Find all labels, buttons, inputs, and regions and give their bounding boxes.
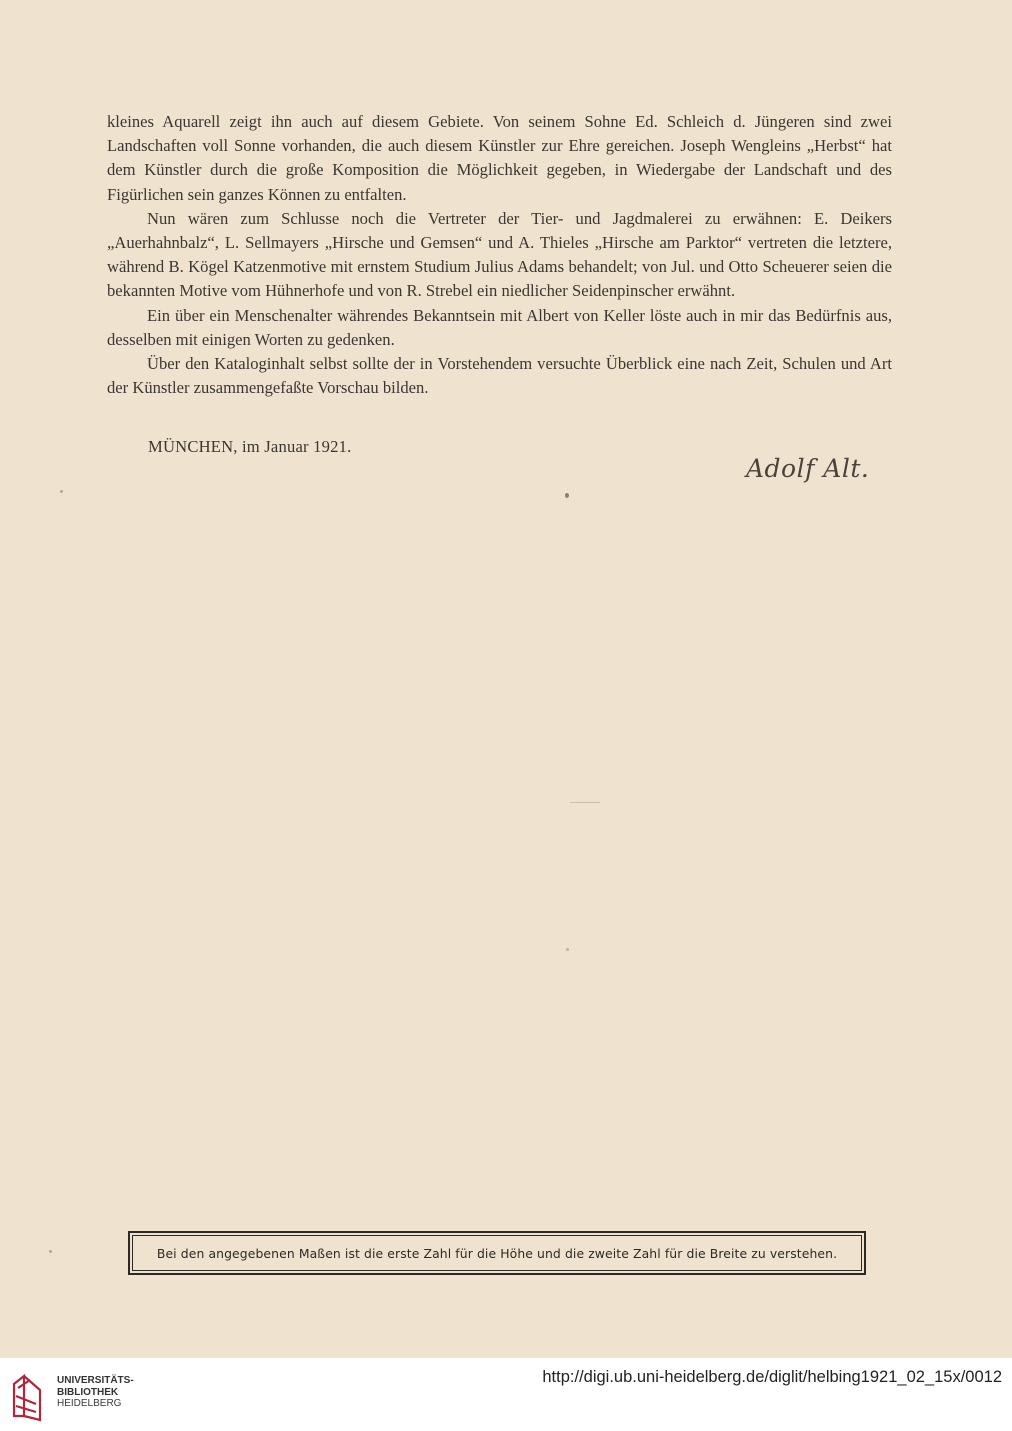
body-text — [107, 110, 892, 400]
paragraph-1: kleines Aquarell zeigt ihn auch auf diesem Gebiete. Von seinem Sohne Ed. Schleich d. Jüngeren sind zwei Landschaften voll Sonne vorhanden, die auch diesem Künstler zur Ehre gereichen. Joseph Wengleins „Herbst“ hat dem Künstler durch die große Komposition die Möglichkeit gegeben, in Wiedergabe der Landschaft und des Figürlichen sein ganzes Können zu entfalten. — [107, 112, 892, 204]
library-line-2: BIBLIOTHEK — [57, 1386, 119, 1398]
footnote-box — [128, 1231, 866, 1275]
ub-heidelberg-logo-icon[interactable] — [10, 1366, 50, 1422]
footer-bar — [0, 1358, 1012, 1431]
scan-speck — [566, 948, 569, 951]
permalink-url[interactable]: http://digi.ub.uni-heidelberg.de/diglit/helbing1921_02_15x/0012 — [542, 1368, 1002, 1386]
scan-speck — [570, 802, 600, 803]
library-line-3: HEIDELBERG — [57, 1398, 122, 1409]
paragraph-4: Über den Kataloginhalt selbst sollte der in Vorstehendem versuchte Überblick eine nach Zeit, Schulen und Art der Künstler zusammengefaßte Vorschau bilden. — [107, 354, 892, 398]
library-name[interactable] — [57, 1375, 134, 1410]
scan-speck — [60, 490, 63, 493]
signature: Adolf Alt. — [746, 454, 870, 483]
library-line-1: UNIVERSITÄTS- — [57, 1375, 134, 1386]
paragraph-3: Ein über ein Menschenalter währendes Bekanntsein mit Albert von Keller löste auch in mir das Bedürfnis aus, desselben mit einigen Worten zu gedenken. — [107, 305, 892, 349]
scan-speck — [565, 493, 569, 498]
footnote-text: Bei den angegebenen Maßen ist die erste Zahl für die Höhe und die zweite Zahl für die Breite zu verstehen. — [156, 1245, 838, 1261]
scan-speck — [49, 1250, 52, 1253]
place-date: MÜNCHEN, im Januar 1921. — [148, 437, 352, 456]
paragraph-2: Nun wären zum Schlusse noch die Vertreter der Tier- und Jagdmalerei zu erwähnen: E. Deikers „Auerhahnbalz“, L. Sellmayers „Hirsche und Gemsen“ und A. Thieles „Hirsche am Parktor“ vertreten die letztere, während B. Kögel Katzenmotive mit ernstem Studium Julius Adams behandelt; von Jul. und Otto Scheuerer seien die bekannten Motive vom Hühnerhofe und von R. Strebel ein niedlicher Seidenpinscher erwähnt. — [107, 208, 892, 301]
